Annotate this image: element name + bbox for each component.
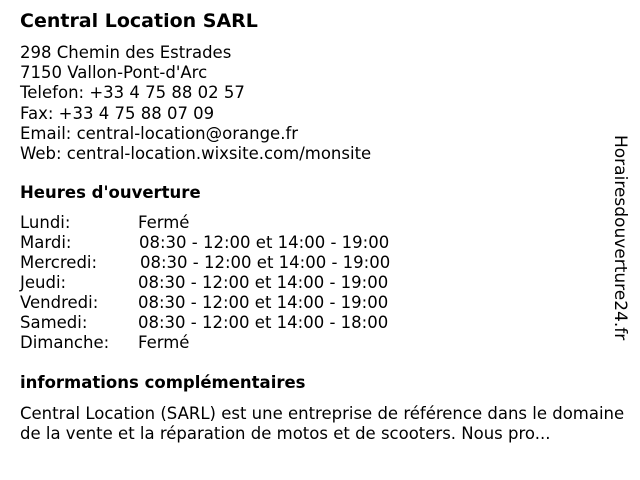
address-line-city: 7150 Vallon-Pont-d'Arc xyxy=(20,63,208,83)
web-line: Web: central-location.wixsite.com/monsite xyxy=(20,144,372,164)
day-hours: Fermé xyxy=(138,333,190,352)
day-label: Lundi: xyxy=(20,213,71,232)
day-hours: 08:30 - 12:00 et 14:00 - 19:00 xyxy=(139,233,390,252)
day-label: Jeudi: xyxy=(20,273,67,292)
day-label: Mardi: xyxy=(20,233,72,252)
day-hours: 08:30 - 12:00 et 14:00 - 19:00 xyxy=(138,273,389,292)
address-line-street: 298 Chemin des Estrades xyxy=(20,43,232,62)
hours-heading: Heures d'ouverture xyxy=(20,183,201,202)
day-label: Mercredi: xyxy=(20,253,98,272)
email-line: Email: central-location@orange.fr xyxy=(20,123,299,143)
day-label: Dimanche: xyxy=(20,333,110,352)
fax-line: Fax: +33 4 75 88 07 09 xyxy=(20,103,215,123)
day-label: Samedi: xyxy=(20,313,88,332)
day-hours: 08:30 - 12:00 et 14:00 - 18:00 xyxy=(138,313,389,332)
info-description: Central Location (SARL) est une entreprise de référence dans le domaine de la vente et la réparation de motos et de scooters. Nous pro... xyxy=(20,404,625,444)
day-hours: 08:30 - 12:00 et 14:00 - 19:00 xyxy=(138,293,389,312)
day-label: Vendredi: xyxy=(20,293,99,312)
phone-line: Telefon: +33 4 75 88 02 57 xyxy=(20,83,245,103)
contact-block xyxy=(20,43,371,164)
day-hours: Fermé xyxy=(138,213,190,232)
site-watermark: Horairesdouverture24.fr xyxy=(610,135,630,341)
info-heading: informations complémentaires xyxy=(20,373,306,392)
company-name: Central Location SARL xyxy=(20,10,258,32)
day-hours: 08:30 - 12:00 et 14:00 - 19:00 xyxy=(140,253,391,272)
